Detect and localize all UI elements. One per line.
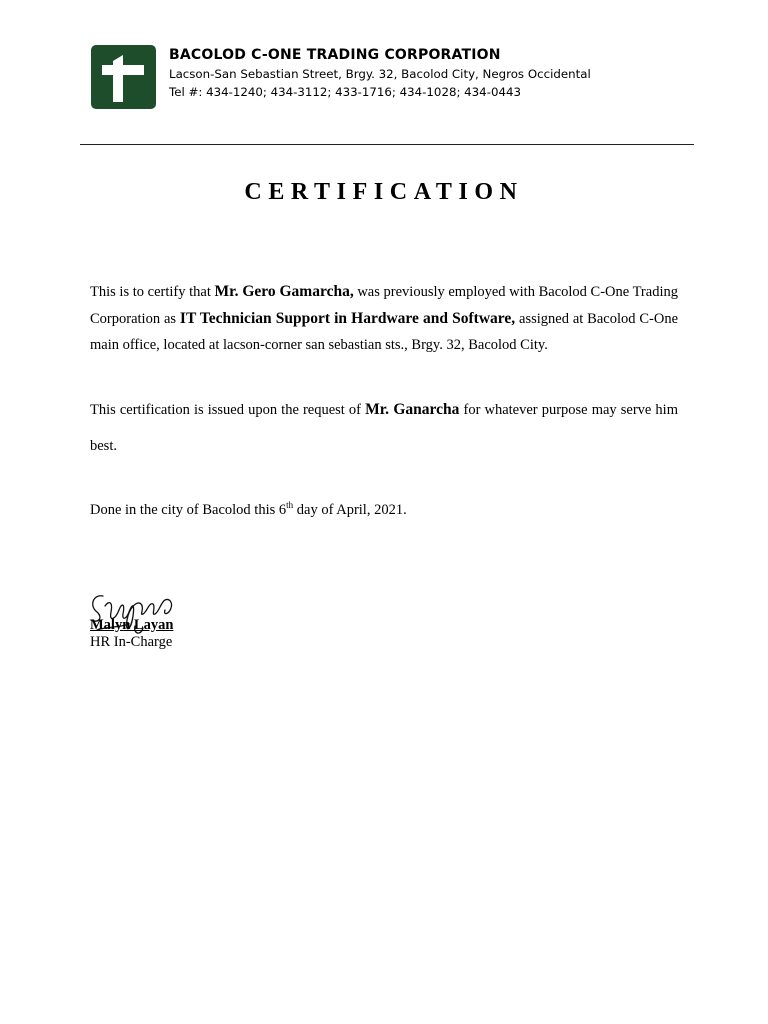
header-divider	[80, 144, 694, 145]
paragraph-text: was previously employed with Bacolod C-One Trading Corporation as	[90, 284, 678, 327]
document-title: CERTIFICATION	[244, 179, 524, 205]
paragraph-text: assigned at Bacolod C-One main office, located at lacson-corner san sebastian sts., Brgy. 32, Bacolod City.	[90, 310, 679, 353]
certification-paragraph	[90, 279, 678, 359]
employee-name: Mr. Gero Gamarcha,	[214, 283, 354, 300]
request-paragraph	[90, 392, 678, 464]
requester-name: Mr. Ganarcha	[365, 401, 460, 418]
company-address: Lacson-San Sebastian Street, Brgy. 32, Bacolod City, Negros Occidental	[169, 67, 591, 81]
paragraph-text: This certification is issued upon the request of	[90, 402, 366, 418]
company-name: BACOLOD C-ONE TRADING CORPORATION	[169, 47, 501, 63]
company-telephone: Tel #: 434-1240; 434-3112; 433-1716; 434-1028; 434-0443	[169, 85, 521, 99]
company-logo-icon	[91, 45, 156, 109]
paragraph-text: Done in the city of Bacolod this 6	[90, 502, 287, 518]
ordinal-suffix: th	[286, 500, 294, 511]
issue-date-paragraph	[90, 500, 678, 520]
paragraph-text: This is to certify that	[90, 284, 215, 300]
employee-position: IT Technician Support in Hardware and Software,	[179, 309, 516, 327]
paragraph-text: day of April, 2021.	[293, 502, 407, 518]
signatory-role: HR In-Charge	[90, 634, 173, 650]
paragraph-text: for whatever purpose may serve him best.	[90, 402, 678, 454]
signatory-name: Malyn Layan	[90, 617, 174, 633]
